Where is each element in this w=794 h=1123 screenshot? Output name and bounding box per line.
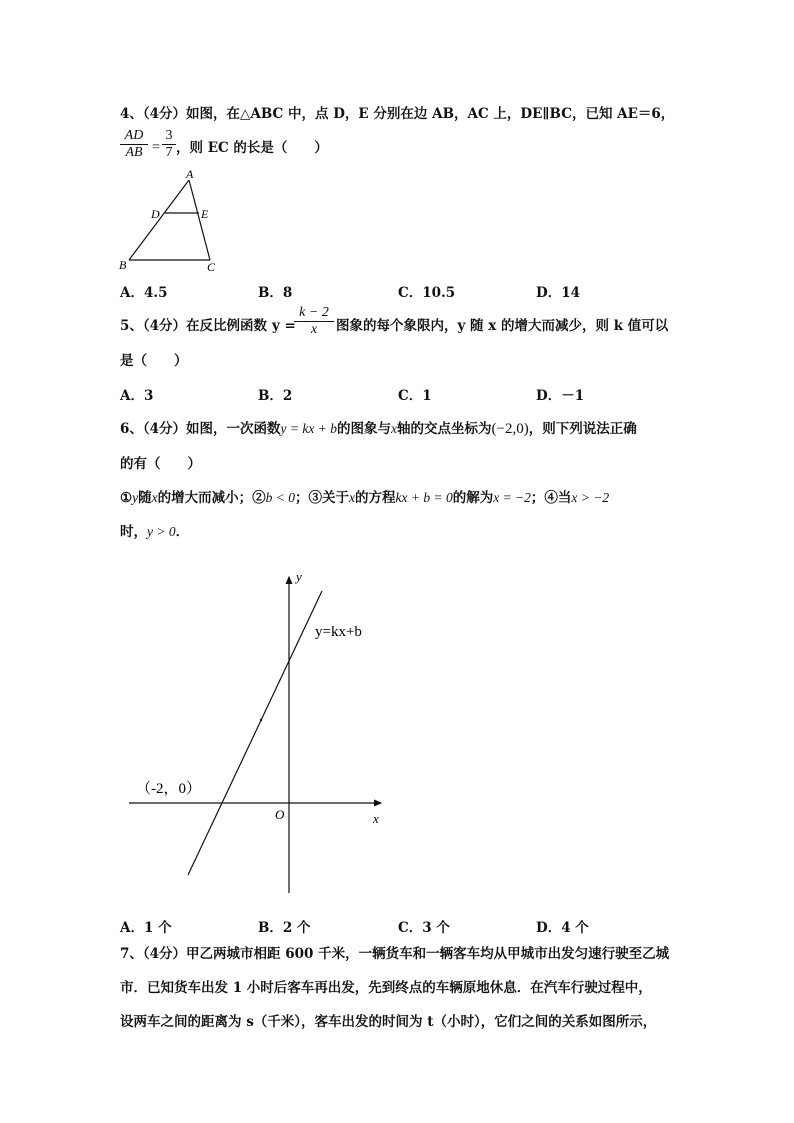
q6-s1-c: 的增大而减小；② [157,490,266,506]
q6-s1-x: x [151,490,158,505]
function-line [188,591,322,875]
q6-point: (−2,0) [491,421,529,437]
line-label: y=kx+b [315,624,362,640]
q6-option-a: A．1 个 [120,920,172,936]
origin-label: O [275,807,285,822]
q5-option-d: D．－1 [536,388,585,404]
q5-option-a: A．3 [120,388,154,404]
q4-option-a: A．4.5 [120,285,168,301]
label-b: B [119,258,127,272]
q6-l4-math: y > 0 [147,524,176,539]
q6-l1-b: 的图象与 [337,421,391,437]
intercept-label: （-2，0） [136,781,201,797]
q5-suffix: 图象的每个象限内，y 随 x 的增大而减少，则 k 值可以 [336,318,669,334]
q6-line3 [120,488,609,508]
q4-line2-tail: ，则 EC 的长是（ ） [176,140,328,156]
q6-s1-y: y [132,490,139,505]
q6-option-c: C．3 个 [398,920,450,936]
label-e: E [201,207,209,221]
q5-fraction [294,305,334,338]
q6-s3-sol: x = −2 [493,490,531,505]
q6-s4-a: ；④当 [530,490,572,506]
q7-line3: 设两车之间的距离为 s（千米），客车出发的时间为 t（小时），它们之间的关系如图所示， [120,1014,657,1030]
q6-s3-x: x [348,490,355,505]
q6-l1-c: 轴的交点坐标为 [397,421,492,437]
q4-option-d: D．14 [536,285,580,301]
q4-val-den: 7 [162,144,176,161]
q4-option-b: B．8 [258,285,293,301]
q4-frac-den: AB [120,144,148,161]
q5-prefix: 5、（4分）在反比例函数 [120,318,268,334]
y-axis-label: y [296,569,302,584]
q6-option-d: D．4 个 [536,920,589,936]
label-c: C [207,260,216,274]
q4-option-c: C．10.5 [398,285,456,301]
q6-s2-b: ；③关于 [294,490,349,506]
q6-graph [125,565,395,900]
q6-line1 [120,419,637,439]
q6-s1-b: 随 [138,490,152,506]
q6-s3-eq: kx + b = 0 [395,490,453,505]
q6-s3-c: 的解为 [452,490,494,506]
q4-fraction-3-7 [162,128,176,161]
x-axis-label: x [373,811,379,826]
q6-func: y = kx + b [280,421,337,436]
q4-triangle-figure [115,166,225,278]
label-d: D [151,207,160,221]
q6-line2: 的有（ ） [120,456,201,472]
q7-line1: 7、（4分）甲乙两城市相距 600 千米，一辆货车和一辆客车均从甲城市出发匀速行驶至乙城 [120,946,670,962]
q6-l1-d: ，则下列说法正确 [528,421,637,437]
q5-option-c: C．1 [398,388,432,404]
q6-s4-cond: x > −2 [571,490,610,505]
q4-equals: = [152,140,160,155]
q6-s3-b: 的方程 [354,490,396,506]
q6-s2-math: b < 0 [265,490,295,505]
q6-l4-b: ． [175,524,190,540]
q4-fraction-ad-ab [120,128,148,161]
stray-dot [260,719,262,721]
q6-l4-a: 时， [120,524,147,540]
q6-s1-a: ① [120,490,133,506]
q5-y-eq: y = [272,318,296,334]
q6-line4 [120,522,189,542]
q6-xvar: x [391,421,397,436]
q6-option-b: B．2 个 [258,920,311,936]
label-a: A [186,167,194,181]
q5-option-b: B．2 [258,388,293,404]
q5-frac-den: x [294,321,334,338]
q4-val-num: 3 [165,128,173,143]
q4-line1: 4、（4分）如图，在△ABC 中，点 D，E 分别在边 AB，AC 上，DE∥BC，已知 AE＝6， [120,106,675,122]
q7-line2: 市．已知货车出发 1 小时后客车再出发，先到终点的车辆原地休息．在汽车行驶过程中， [120,980,652,996]
q4-frac-num: AD [124,128,144,143]
q5-line2: 是（ ） [120,353,188,369]
q5-frac-num: k − 2 [299,305,329,320]
q6-l1-a: 6、（4分）如图，一次函数 [120,421,281,437]
